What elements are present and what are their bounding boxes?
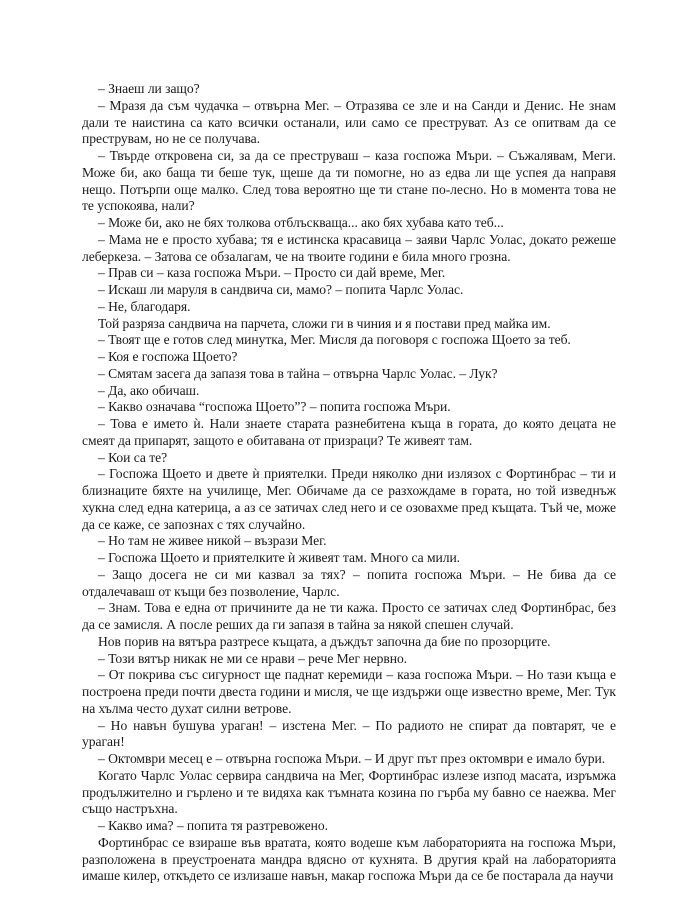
paragraph: – Но там не живее никой – възрази Мег.: [98, 533, 327, 549]
paragraph: – Мразя да съм чудачка – отвърна Мег. – Отразява се зле и на Санди и Денис. Не знам дали те наистина са като всички останали, или само се преструват. Аз се опитвам да се преструвам, но не се получава.: [82, 97, 616, 147]
paragraph: – Какво означава “госпожа Щоето”? – попита госпожа Мъри.: [98, 399, 451, 415]
paragraph: – Защо досега не си ми казвал за тях? – попита госпожа Мъри. – Не бива да се отдалечаваш от къщи без позволение, Чарлс.: [82, 566, 616, 599]
paragraph: Нов порив на вятъра разтресе къщата, а дъждът започна да бие по прозорците.: [98, 633, 551, 649]
paragraph: – Може би, ако не бях толкова отблъскваща... ако бях хубава като теб...: [98, 215, 504, 230]
paragraph: – Какво има? – попита тя разтревожено.: [98, 818, 328, 833]
paragraph: – Този вятър никак не ми се нрави – рече Мег нервно.: [98, 650, 408, 666]
page-text: [82, 81, 616, 885]
paragraph: – Кои са те?: [98, 449, 168, 465]
paragraph: – От покрива със сигурност ще паднат керемиди – каза госпожа Мъри. – Но тази къща е построена преди почти двеста години и мисля, че ще издържи още известно време, Мег. Тук на хълма често духат силни ветрове.: [82, 667, 616, 716]
paragraph: Фортинбрас се взираше във вратата, която водеше към лабораторията на госпожа Мъри, разположена в преустроената мандра вдясно от кухнята. В другия край на лабораторията имаше килер, откъдето се излизаше навън, макар госпожа Мъри да се бе постарала да научи: [82, 834, 616, 884]
paragraph: – Това е името ѝ. Нали знаете старата разнебитена къща в гората, до която децата не смеят да припарят, защото е обитавана от призраци? Те живеят там.: [82, 416, 616, 448]
paragraph: – Госпожа Щоето и приятелките ѝ живеят там. Много са мили.: [98, 550, 461, 565]
paragraph: – Прав си – каза госпожа Мъри. – Просто си дай време, Мег.: [98, 265, 446, 281]
paragraph: – Знаеш ли защо?: [98, 81, 200, 96]
paragraph: – Но навън бушува ураган! – изстена Мег. – По радиото не спират да повтарят, че е ураган!: [82, 717, 616, 750]
paragraph: – Искаш ли маруля в сандвича си, мамо? – попита Чарлс Уолас.: [98, 282, 464, 297]
paragraph: – Да, ако обичаш.: [98, 382, 200, 398]
paragraph: Когато Чарлс Уолас сервира сандвича на Мег, Фортинбрас излезе изпод масата, изръмжа продължително и гърлено и те видяха как тъмната козина по гърба му бавно се наежва. Мег също настръхна.: [82, 767, 616, 817]
paragraph: – Твърде откровена си, за да се преструваш – каза госпожа Мъри. – Съжалявам, Меги. Може би, ако баща ти беше тук, щеше да ти помогне, но аз едва ли ще успея да направя нещо. Потърпи още малко. След това вероятно ще ти стане по-лесно. Но в момента това не те успокоява, нали?: [82, 148, 616, 214]
paragraph: – Мама не е просто хубава; тя е истинска красавица – заяви Чарлс Уолас, докато режеше леберкеза. – Затова се обзалагам, че на твоите години е била много грозна.: [82, 231, 616, 264]
paragraph: – Смятам засега да запазя това в тайна – отвърна Чарлс Уолас. – Лук?: [98, 365, 498, 381]
paragraph: – Госпожа Щоето и двете ѝ приятелки. Преди няколко дни излязох с Фортинбрас – ти и близнаците бяхте на училище, Мег. Обичаме да се разхождаме в гората, но той изведнъж хукна след една катерица, а аз се затичах след него и се озовахме пред къщата. Тъй че, може да се каже, се запознах с тях случайно.: [82, 466, 616, 532]
paragraph: Той разряза сандвича на парчета, сложи ги в чиния и я постави пред майка им.: [98, 315, 551, 331]
paragraph: – Не, благодаря.: [98, 298, 191, 314]
paragraph: – Знам. Това е една от причините да не ти кажа. Просто се затичах след Фортинбрас, без да се замисля. А после реших да ги запазя в тайна за някой спешен случай.: [82, 600, 616, 632]
paragraph: – Октомври месец е – отвърна госпожа Мъри. – И друг път през октомври е имало бури.: [98, 751, 606, 766]
paragraph: – Твоят ще е готов след минутка, Мег. Мисля да поговоря с госпожа Щоето за теб.: [98, 332, 571, 348]
paragraph: – Коя е госпожа Щоето?: [98, 349, 238, 364]
